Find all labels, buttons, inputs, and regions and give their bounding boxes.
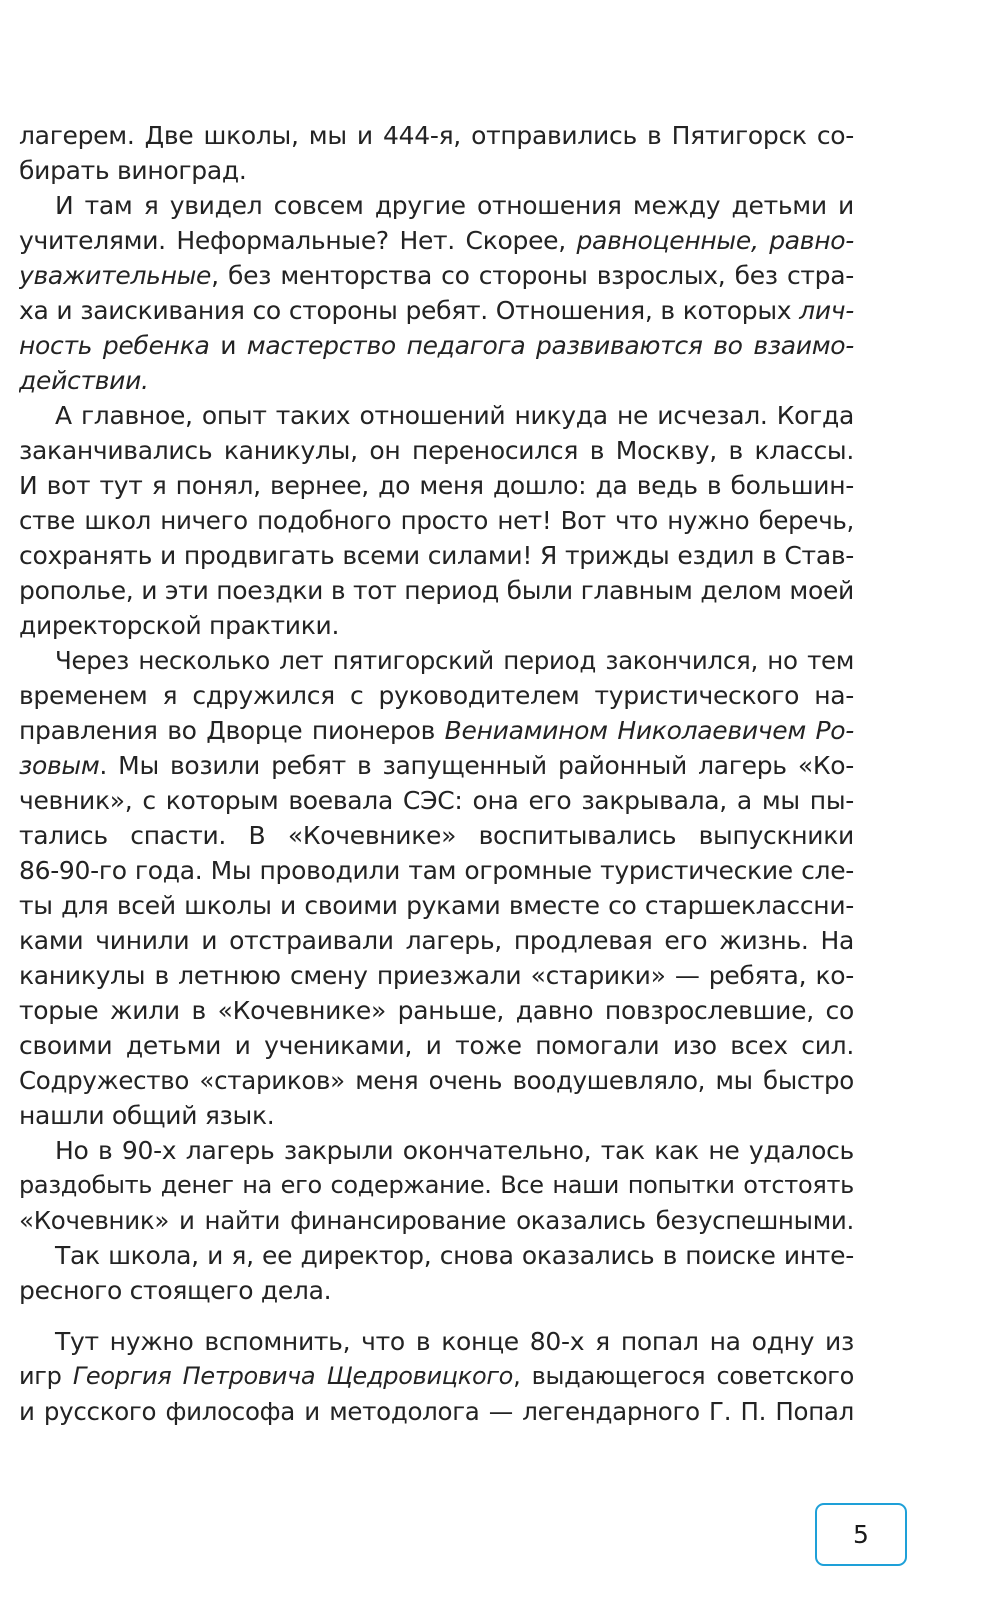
- body-text: [19, 118, 854, 1429]
- text-line: лагерем. Две школы, мы и 444-я, отправились в Пятигорск со-: [19, 121, 854, 150]
- text-line: действии.: [19, 366, 149, 395]
- text-line: ресного стоящего дела.: [19, 1276, 332, 1305]
- page-number: [815, 1503, 907, 1566]
- text-line: И там я увидел совсем другие отношения между детьми и: [55, 191, 854, 220]
- text-line: ность ребенка и мастерство педагога развиваются во взаимо-: [19, 331, 854, 360]
- text-line: учителями. Неформальные? Нет. Скорее, равноценные, равно-: [19, 226, 854, 255]
- text-line: тались спасти. В «Кочевнике» воспитывались выпускники: [19, 821, 854, 850]
- paragraph: [19, 118, 854, 188]
- text-line: своими детьми и учениками, и тоже помогали изо всех сил.: [19, 1031, 854, 1060]
- text-line: раздобыть денег на его содержание. Все наши попытки отстоять: [19, 1171, 854, 1199]
- text-line: заканчивались каникулы, он переносился в Москву, в классы.: [19, 436, 854, 465]
- text-line: ками чинили и отстраивали лагерь, продлевая его жизнь. На: [19, 926, 854, 955]
- text-line: торые жили в «Кочевнике» раньше, давно повзрослевшие, со: [19, 996, 854, 1025]
- text-line: нашли общий язык.: [19, 1101, 275, 1130]
- paragraph: [19, 188, 854, 398]
- text-line: Но в 90-х лагерь закрыли окончательно, так как не удалось: [55, 1136, 854, 1165]
- text-line: зовым. Мы возили ребят в запущенный районный лагерь «Ко-: [19, 751, 854, 780]
- text-line: рополье, и эти поездки в тот период были главным делом моей: [19, 576, 854, 605]
- paragraph: [19, 1238, 854, 1308]
- text-line: 86-90-го года. Мы проводили там огромные туристические сле-: [19, 856, 854, 885]
- text-line: чевник», с которым воевала СЭС: она его закрывала, а мы пы-: [19, 786, 854, 815]
- text-line: и русского философа и методолога — легендарного Г. П. Попал: [19, 1397, 854, 1426]
- text-line: сохранять и продвигать всеми силами! Я трижды ездил в Став-: [19, 541, 854, 570]
- text-line: временем я сдружился с руководителем туристического на-: [19, 681, 854, 710]
- section-gap: [19, 1308, 854, 1324]
- text-line: ха и заискивания со стороны ребят. Отношения, в которых лич-: [19, 296, 854, 325]
- paragraph: [19, 1133, 854, 1238]
- text-line: Через несколько лет пятигорский период закончился, но тем: [55, 646, 854, 675]
- text-line: игр Георгия Петровича Щедровицкого, выдающегося советского: [19, 1362, 854, 1390]
- paragraph: [19, 643, 854, 1133]
- text-line: каникулы в летнюю смену приезжали «старики» — ребята, ко-: [19, 961, 854, 990]
- text-line: Содружество «стариков» меня очень воодушевляло, мы быстро: [19, 1066, 854, 1095]
- text-line: правления во Дворце пионеров Вениамином Николаевичем Ро-: [19, 716, 854, 745]
- text-line: «Кочевник» и найти финансирование оказались безуспешными.: [19, 1206, 854, 1235]
- paragraph: [19, 1324, 854, 1429]
- text-line: уважительные, без менторства со стороны взрослых, без стра-: [19, 261, 854, 290]
- text-line: А главное, опыт таких отношений никуда не исчезал. Когда: [55, 401, 854, 430]
- text-line: директорской практики.: [19, 611, 340, 640]
- text-line: ты для всей школы и своими руками вместе со старшеклассни-: [19, 891, 854, 920]
- text-line: Так школа, и я, ее директор, снова оказались в поиске инте-: [55, 1241, 854, 1270]
- text-line: Тут нужно вспомнить, что в конце 80-х я попал на одну из: [55, 1327, 854, 1356]
- text-line: стве школ ничего подобного просто нет! Вот что нужно беречь,: [19, 506, 854, 535]
- text-line: бирать виноград.: [19, 156, 247, 185]
- page-number-label: 5: [853, 1520, 869, 1549]
- paragraph: [19, 398, 854, 643]
- text-line: И вот тут я понял, вернее, до меня дошло: да ведь в большин-: [19, 471, 854, 500]
